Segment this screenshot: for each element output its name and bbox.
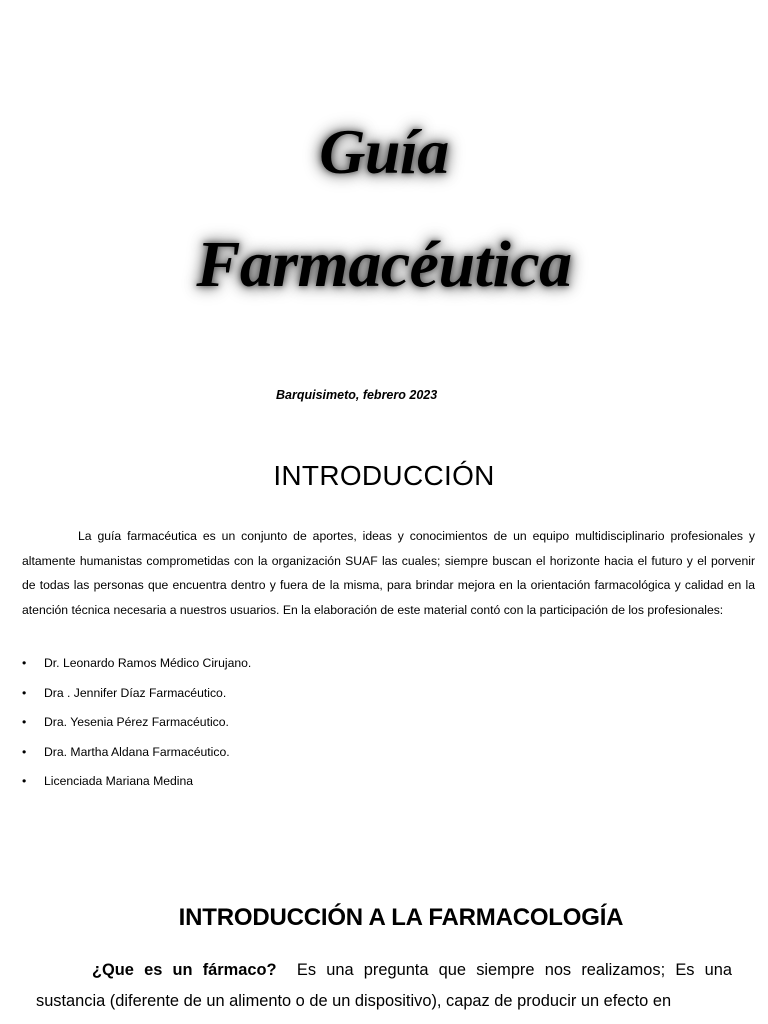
list-item <box>22 745 251 775</box>
list-item <box>22 715 251 745</box>
list-item <box>22 656 251 686</box>
list-item <box>22 686 251 716</box>
participant-name: Dr. Leonardo Ramos Médico Cirujano. <box>44 656 252 670</box>
pharmacology-paragraph <box>36 955 732 1017</box>
introduction-paragraph: La guía farmacéutica es un conjunto de aportes, ideas y conocimientos de un equipo multidisciplinario profesionales y altamente humanistas comprometidas con la organización SUAF las cuales; siempre buscan el horizonte hacia el futuro y el porvenir de todas las personas que encuentra dentro y fuera de la misma, para brindar mejora en la orientación farmacológica y calidad en la atención técnica necesaria a nuestros usuarios. En la elaboración de este material contó con la participación de los profesionales: <box>22 529 755 617</box>
bullet-icon: • <box>22 774 27 788</box>
pharmacology-heading: INTRODUCCIÓN A LA FARMACOLOGÍA <box>178 904 624 931</box>
participant-name: Licenciada Mariana Medina <box>44 774 194 788</box>
participant-name: Dra. Martha Aldana Farmacéutico. <box>44 744 230 759</box>
place-date: Barquisimeto, febrero 2023 <box>276 388 438 402</box>
bullet-icon: • <box>22 656 27 670</box>
pharmacology-text: Es una pregunta que siempre nos realizamos; Es una sustancia (diferente de un alimento o de un dispositivo), capaz de producir un efecto en <box>36 961 732 1010</box>
participant-name: Dra. Yesenia Pérez Farmacéutico. <box>44 715 229 729</box>
introduction-heading: INTRODUCCIÓN <box>273 460 495 491</box>
document-title-line-1: Guía <box>319 116 449 187</box>
question-text: ¿Que es un fármaco? <box>92 961 277 979</box>
bullet-icon: • <box>22 685 27 700</box>
bullet-icon: • <box>22 715 27 729</box>
document-title-line-2: Farmacéutica <box>196 228 572 301</box>
list-item <box>22 774 251 804</box>
participant-name: Dra . Jennifer Díaz Farmacéutico. <box>44 685 227 700</box>
participants-list <box>22 656 251 804</box>
bullet-icon: • <box>22 744 27 759</box>
